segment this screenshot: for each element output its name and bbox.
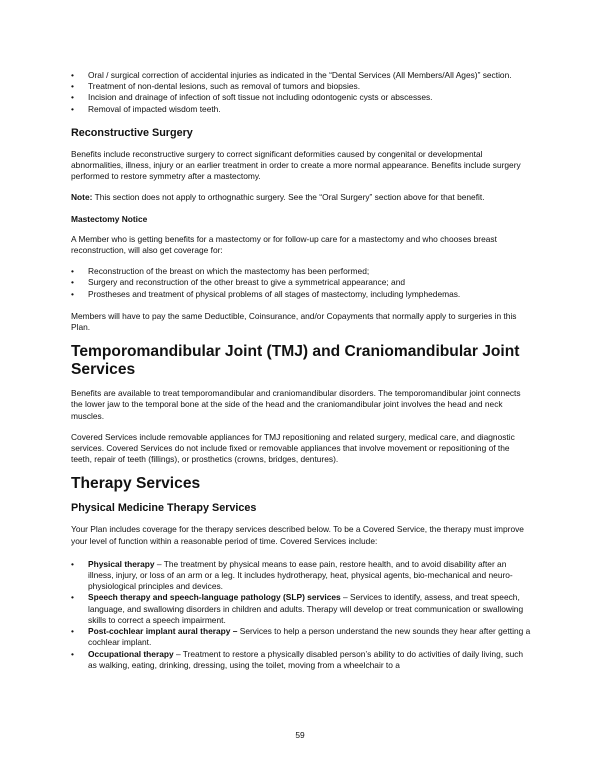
list-item: [71, 649, 532, 671]
reconstructive-surgery-heading: Reconstructive Surgery: [71, 126, 193, 139]
list-item-text: Removal of impacted wisdom teeth.: [88, 103, 221, 114]
page-number: 59: [295, 730, 305, 740]
reconstructive-note: [71, 192, 532, 203]
list-item: [71, 626, 532, 648]
bullet-icon: •: [71, 81, 74, 92]
bullet-icon: •: [71, 70, 74, 80]
therapy-description: – Treatment to restore a physically disabled person’s ability to do activities of daily living, such as walking, eating, drinking, dressing, using the toilet, moving from a wheelchair to a: [88, 648, 524, 670]
list-item-text: Prostheses and treatment of physical problems of all stages of mastectomy, including lymphedemas.: [88, 288, 461, 299]
list-item-text: Surgery and reconstruction of the other breast to give a symmetrical appearance; and: [88, 277, 406, 288]
list-item: [71, 289, 532, 300]
mastectomy-notice-heading: Mastectomy Notice: [71, 213, 148, 224]
list-item: [71, 592, 532, 626]
therapy-description: Services to help a person understand the new sounds they hear after getting a cochlear implant.: [88, 626, 531, 648]
list-item: [71, 81, 532, 92]
mastectomy-list: [71, 266, 532, 300]
therapy-term: Physical therapy: [88, 558, 155, 569]
reconstructive-paragraph: Benefits include reconstructive surgery to correct significant deformities caused by congenital or developmental abnormalities, illness, injury or an earlier treatment in order to create a more normal appearance. Benefits include surgery performed to restore symmetry after a mastectomy.: [71, 148, 521, 182]
bullet-icon: •: [71, 592, 74, 603]
therapy-services-heading: Therapy Services: [71, 475, 201, 493]
therapy-term: Occupational therapy: [88, 648, 174, 659]
mastectomy-intro: A Member who is getting benefits for a mastectomy or for follow-up care for a mastectomy and who chooses breast reconstruction, will also get coverage for:: [71, 233, 497, 256]
therapy-list: [71, 559, 532, 671]
therapy-term: Post-cochlear implant aural therapy –: [88, 626, 238, 637]
note-label: Note:: [71, 192, 93, 203]
list-item: [71, 277, 532, 288]
list-item: [71, 559, 532, 593]
oral-surgery-list: [71, 70, 532, 115]
list-item: [71, 266, 532, 277]
list-item: [71, 104, 532, 115]
therapy-description: – The treatment by physical means to ease pain, restore health, and to avoid disability after an illness, injury, or loss of an arm or a leg. It includes hydrotherapy, heat, physical agents, bio-mechanical and neuro-physiological principles and devices.: [88, 558, 513, 592]
bullet-icon: •: [71, 266, 74, 277]
bullet-icon: •: [71, 288, 74, 299]
tmj-paragraph-1: Benefits are available to treat temporomandibular and craniomandibular disorders. The temporomandibular joint connects the lower jaw to the temporal bone at the side of the head and the craniomandibular joint involves the head and neck muscles.: [71, 388, 521, 421]
bullet-icon: •: [71, 558, 74, 569]
list-item-text: Incision and drainage of infection of soft tissue not including odontogenic cysts or abscesses.: [88, 92, 433, 103]
tmj-heading: Temporomandibular Joint (TMJ) and Craniomandibular Joint Services: [71, 343, 520, 379]
list-item-text: Treatment of non-dental lesions, such as removal of tumors and biopsies.: [88, 81, 361, 92]
list-item: [71, 70, 532, 81]
therapy-description: – Services to identify, assess, and treat speech, language, and swallowing disorders in children and adults. Therapy will develop or treat communication or swallowing skills to correct a speech impairment.: [88, 592, 524, 625]
tmj-paragraph-2: Covered Services include removable appliances for TMJ repositioning and related surgery, medical care, and diagnostic services. Covered Services do not include fixed or removable appliances that involve movement or repositioning of the teeth, repair of teeth (fillings), or prosthetics (crowns, bridges, dentures).: [71, 431, 515, 465]
list-item-text: Oral / surgical correction of accidental injuries as indicated in the “Dental Services (All Members/All Ages)” section.: [88, 70, 512, 80]
mastectomy-closing: Members will have to pay the same Deductible, Coinsurance, and/or Copayments that normally apply to surgeries in this Plan.: [71, 310, 517, 333]
bullet-icon: •: [71, 92, 74, 103]
bullet-icon: •: [71, 103, 74, 114]
bullet-icon: •: [71, 648, 74, 659]
page-content: [71, 70, 532, 671]
therapy-term: Speech therapy and speech-language pathology (SLP) services: [88, 592, 341, 603]
bullet-icon: •: [71, 626, 74, 637]
list-item-text: Reconstruction of the breast on which the mastectomy has been performed;: [88, 266, 370, 277]
note-text: This section does not apply to orthognathic surgery. See the “Oral Surgery” section above for that benefit.: [92, 192, 485, 203]
list-item: [71, 92, 532, 103]
physical-medicine-heading: Physical Medicine Therapy Services: [71, 502, 257, 515]
therapy-intro: Your Plan includes coverage for the therapy services described below. To be a Covered Service, the therapy must improve your level of function within a reasonable period of time. Covered Services include:: [71, 524, 524, 546]
bullet-icon: •: [71, 277, 74, 288]
